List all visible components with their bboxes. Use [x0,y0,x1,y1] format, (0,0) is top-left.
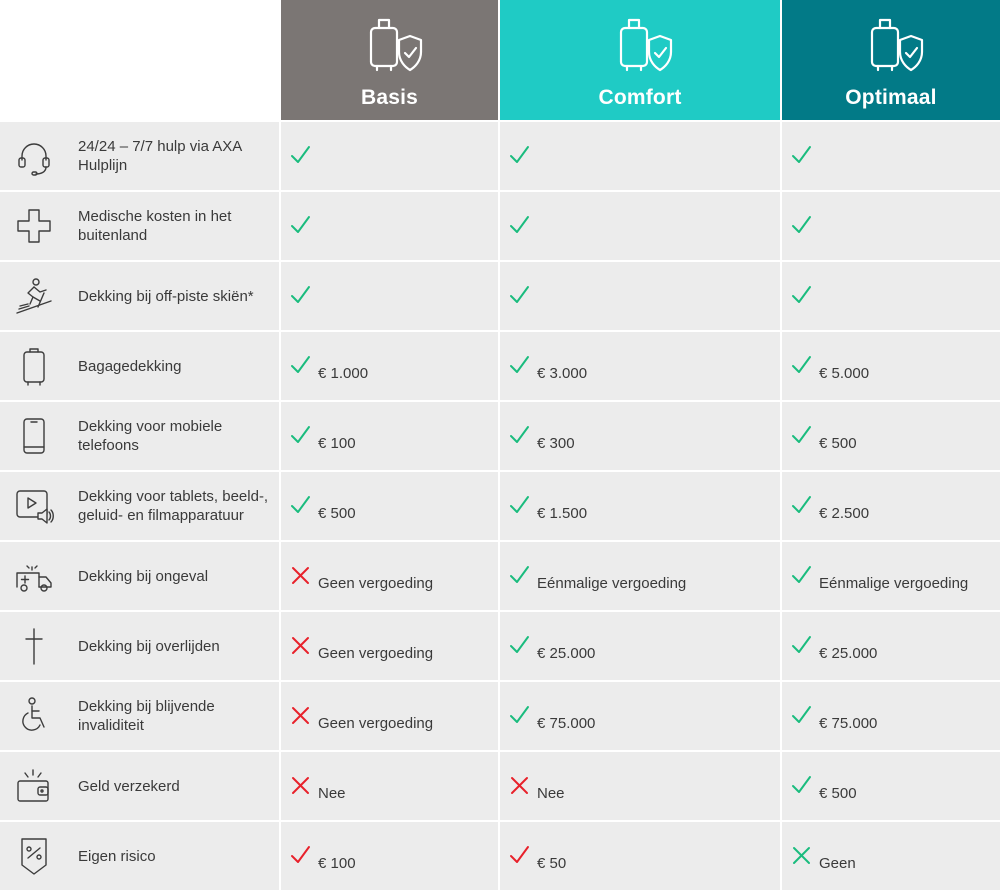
check-icon [508,494,530,516]
table-row [0,612,1000,680]
wallet-icon [14,766,54,806]
coverage-cell-basis [281,332,498,400]
coverage-value: € 75.000 [819,714,878,732]
coverage-cell-comfort [500,822,780,890]
coverage-label-cell [0,402,279,470]
suitcase-shield-icon [355,10,425,80]
coverage-cell-comfort [500,472,780,540]
coverage-cell-comfort [500,262,780,330]
check-icon [790,214,812,236]
suitcase-shield-icon [605,10,675,80]
plan-header-basis [281,0,498,120]
coverage-value: Nee [537,784,565,802]
percent-tag-icon [14,836,54,876]
coverage-value: Geen vergoeding [318,574,434,592]
table-row [0,682,1000,750]
tablet-media-icon [14,486,54,526]
coverage-cell-optimaal [782,542,1000,610]
header-blank-cell [0,0,280,120]
coverage-cell-basis [281,192,498,260]
coverage-value: € 25.000 [819,644,878,662]
table-row [0,332,1000,400]
coverage-value: € 500 [819,784,857,802]
check-icon [289,494,311,516]
check-icon [289,284,311,306]
check-icon [790,704,812,726]
medical-cross-icon [14,206,54,246]
coverage-cell-comfort [500,122,780,190]
coverage-cell-comfort [500,402,780,470]
cross-icon [289,634,311,656]
coverage-cell-basis [281,122,498,190]
headset-icon [14,136,54,176]
coverage-value: € 2.500 [819,504,870,522]
coverage-label: Geld verzekerd [78,777,180,795]
coverage-value: Geen [819,854,856,872]
check-icon [508,354,530,376]
check-icon [790,774,812,796]
suitcase-icon [14,346,54,386]
coverage-label-cell [0,472,279,540]
coverage-label: Bagagedekking [78,357,182,375]
check-icon [790,494,812,516]
check-icon [289,354,311,376]
coverage-label-cell [0,612,279,680]
coverage-cell-comfort [500,192,780,260]
coverage-label-cell [0,542,279,610]
coverage-label-cell [0,682,279,750]
cross-icon [508,774,530,796]
table-row [0,822,1000,890]
coverage-cell-basis [281,752,498,820]
check-icon [508,144,530,166]
table-row [0,542,1000,610]
cross-icon [289,564,311,586]
coverage-value: € 75.000 [537,714,596,732]
plan-header-comfort [500,0,780,120]
coverage-cell-optimaal [782,822,1000,890]
check-icon [790,424,812,446]
latin-cross-icon [14,626,54,666]
coverage-cell-basis [281,682,498,750]
coverage-value: € 3.000 [537,364,588,382]
coverage-value: Nee [318,784,346,802]
coverage-label: Dekking voor tablets, beeld-, geluid- en filmapparatuur [78,488,269,524]
coverage-value: € 1.000 [318,364,369,382]
coverage-value: Eénmalige vergoeding [537,574,687,592]
coverage-label-cell [0,752,279,820]
coverage-label-cell [0,192,279,260]
coverage-cell-comfort [500,752,780,820]
check-icon [508,704,530,726]
coverage-label-cell [0,822,279,890]
coverage-value: € 500 [318,504,356,522]
coverage-cell-comfort [500,542,780,610]
check-icon [289,214,311,236]
coverage-value: € 25.000 [537,644,596,662]
coverage-cell-basis [281,262,498,330]
check-icon [790,634,812,656]
coverage-cell-optimaal [782,262,1000,330]
table-row [0,262,1000,330]
check-icon [790,144,812,166]
coverage-cell-comfort [500,332,780,400]
coverage-value: € 100 [318,854,356,872]
check-icon [790,354,812,376]
coverage-value: € 100 [318,434,356,452]
plan-title-basis: Basis [360,86,419,109]
coverage-label: 24/24 – 7/7 hulp via AXA Hulplijn [78,138,242,174]
check-icon [289,424,311,446]
coverage-cell-comfort [500,682,780,750]
cross-icon [289,704,311,726]
coverage-value: Eénmalige vergoeding [819,574,969,592]
coverage-label: Dekking bij blijvende invaliditeit [78,698,215,734]
check-icon [508,564,530,586]
plan-header-row [0,0,1000,120]
coverage-cell-basis [281,402,498,470]
coverage-value: € 50 [537,854,567,872]
coverage-label: Dekking bij off-piste skiën* [78,287,254,305]
check-icon [790,284,812,306]
plan-title-comfort: Comfort [598,86,682,109]
coverage-cell-basis [281,542,498,610]
check-icon [790,564,812,586]
suitcase-shield-icon [856,10,926,80]
ambulance-icon [14,556,54,596]
coverage-cell-basis [281,472,498,540]
table-row [0,472,1000,540]
check-icon [508,844,530,866]
cross-icon [790,844,812,866]
coverage-cell-optimaal [782,682,1000,750]
coverage-label: Dekking bij overlijden [78,637,220,655]
coverage-cell-basis [281,822,498,890]
skier-icon [14,276,54,316]
coverage-cell-comfort [500,612,780,680]
coverage-cell-optimaal [782,122,1000,190]
check-icon [508,424,530,446]
coverage-cell-optimaal [782,612,1000,680]
coverage-cell-optimaal [782,402,1000,470]
coverage-label-cell [0,332,279,400]
coverage-value: € 5.000 [819,364,870,382]
coverage-label: Dekking voor mobiele telefoons [78,418,223,454]
mobile-phone-icon [14,416,54,456]
coverage-cell-optimaal [782,332,1000,400]
coverage-cell-optimaal [782,472,1000,540]
cross-icon [289,774,311,796]
coverage-label-cell [0,122,279,190]
check-icon [508,214,530,236]
plan-header-optimaal [782,0,1000,120]
coverage-value: € 300 [537,434,575,452]
coverage-label-cell [0,262,279,330]
check-icon [289,844,311,866]
coverage-value: Geen vergoeding [318,714,434,732]
coverage-value: € 500 [819,434,857,452]
coverage-label: Eigen risico [78,847,156,865]
wheelchair-icon [14,696,54,736]
check-icon [508,634,530,656]
coverage-cell-optimaal [782,752,1000,820]
check-icon [289,144,311,166]
table-row [0,192,1000,260]
table-row [0,752,1000,820]
coverage-value: € 1.500 [537,504,588,522]
check-icon [508,284,530,306]
coverage-cell-optimaal [782,192,1000,260]
coverage-label: Medische kosten in het buitenland [78,208,232,244]
table-row [0,402,1000,470]
plan-title-optimaal: Optimaal [845,86,937,109]
table-row [0,122,1000,190]
coverage-cell-basis [281,612,498,680]
coverage-label: Dekking bij ongeval [78,567,209,585]
coverage-value: Geen vergoeding [318,644,434,662]
